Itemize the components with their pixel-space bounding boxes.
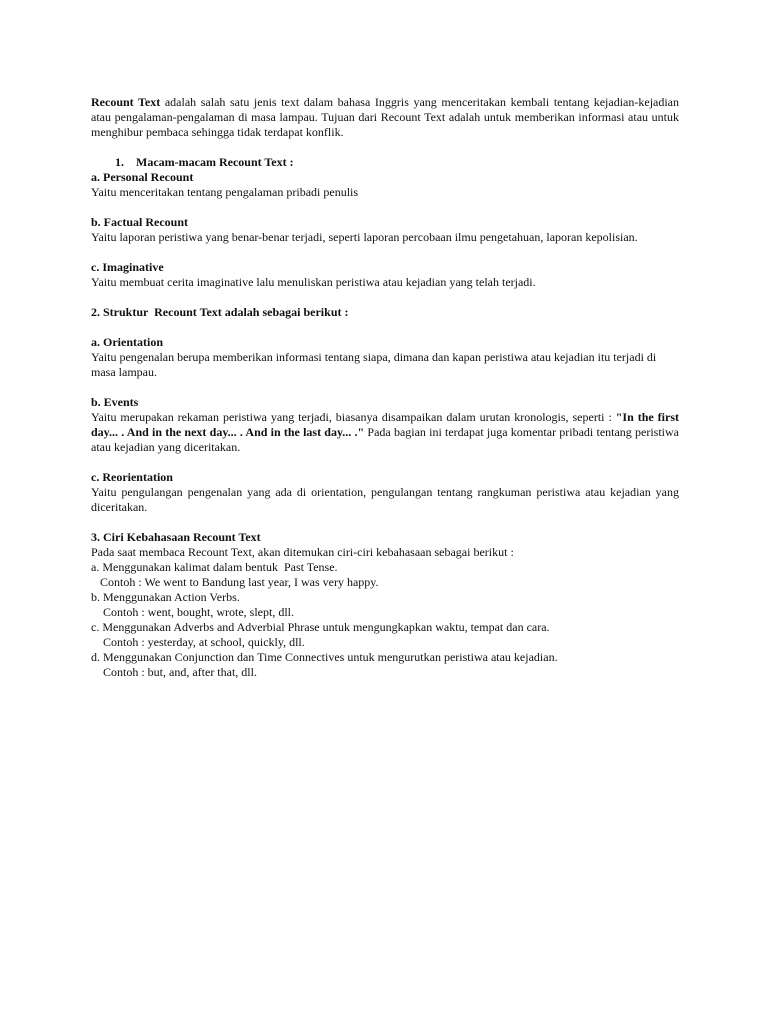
- intro-text: adalah salah satu jenis text dalam bahasa Inggris yang menceritakan kembali tentang kejadian-kejadian atau pengalaman-pengalaman di masa lampau. Tujuan dari Recount Text adalah untuk memberikan informasi atau untuk menghibur pembaca sehingga tidak terdapat konflik.: [91, 95, 680, 139]
- imaginative-desc: Yaitu membuat cerita imaginative lalu menuliskan peristiwa atau kejadian yang telah terjadi.: [91, 275, 536, 289]
- events-desc: [91, 410, 679, 455]
- events-example: "In the first day... . And in the next day... . And in the last day... .": [91, 410, 679, 439]
- orientation-title: a. Orientation: [91, 335, 163, 349]
- feature-a: a. Menggunakan kalimat dalam bentuk Past Tense.: [91, 560, 338, 574]
- reorientation-desc: Yaitu pengulangan pengenalan yang ada di orientation, pengulangan tentang rangkuman peristiwa atau kejadian yang diceritakan.: [91, 485, 679, 514]
- feature-d: d. Menggunakan Conjunction dan Time Connectives untuk mengurutkan peristiwa atau kejadian.: [91, 650, 558, 664]
- intro-term: Recount Text: [91, 95, 161, 109]
- events-title: b. Events: [91, 395, 139, 409]
- personal-recount-desc: Yaitu menceritakan tentang pengalaman pribadi penulis: [91, 185, 359, 199]
- section3-heading: 3. Ciri Kebahasaan Recount Text: [91, 530, 261, 544]
- intro-paragraph: [91, 95, 679, 140]
- events-desc-post: Pada bagian ini terdapat juga komentar pribadi tentang peristiwa atau kejadian yang diceritakan.: [91, 425, 680, 454]
- section3-intro: Pada saat membaca Recount Text, akan ditemukan ciri-ciri kebahasaan sebagai berikut :: [91, 545, 514, 559]
- feature-d-example: Contoh : but, and, after that, dll.: [103, 665, 257, 679]
- document-page: [91, 95, 679, 680]
- orientation-desc: Yaitu pengenalan berupa memberikan informasi tentang siapa, dimana dan kapan peristiwa atau kejadian itu terjadi di masa lampau.: [91, 350, 657, 379]
- section2-heading: 2. Struktur Recount Text adalah sebagai berikut :: [91, 305, 349, 319]
- feature-b: b. Menggunakan Action Verbs.: [91, 590, 240, 604]
- personal-recount-title: a. Personal Recount: [91, 170, 194, 184]
- feature-c-example: Contoh : yesterday, at school, quickly, dll.: [103, 635, 305, 649]
- events-desc-pre: Yaitu merupakan rekaman peristiwa yang terjadi, biasanya disampaikan dalam urutan kronologis, seperti :: [91, 410, 616, 424]
- section1-heading: 1. Macam-macam Recount Text :: [115, 155, 294, 169]
- feature-b-example: Contoh : went, bought, wrote, slept, dll.: [103, 605, 294, 619]
- feature-c: c. Menggunakan Adverbs and Adverbial Phrase untuk mengungkapkan waktu, tempat dan cara.: [91, 620, 550, 634]
- factual-recount-desc: Yaitu laporan peristiwa yang benar-benar terjadi, seperti laporan percobaan ilmu pengetahuan, laporan kepolisian.: [91, 230, 638, 244]
- reorientation-title: c. Reorientation: [91, 470, 173, 484]
- feature-a-example: Contoh : We went to Bandung last year, I was very happy.: [100, 575, 379, 589]
- imaginative-title: c. Imaginative: [91, 260, 164, 274]
- factual-recount-title: b. Factual Recount: [91, 215, 188, 229]
